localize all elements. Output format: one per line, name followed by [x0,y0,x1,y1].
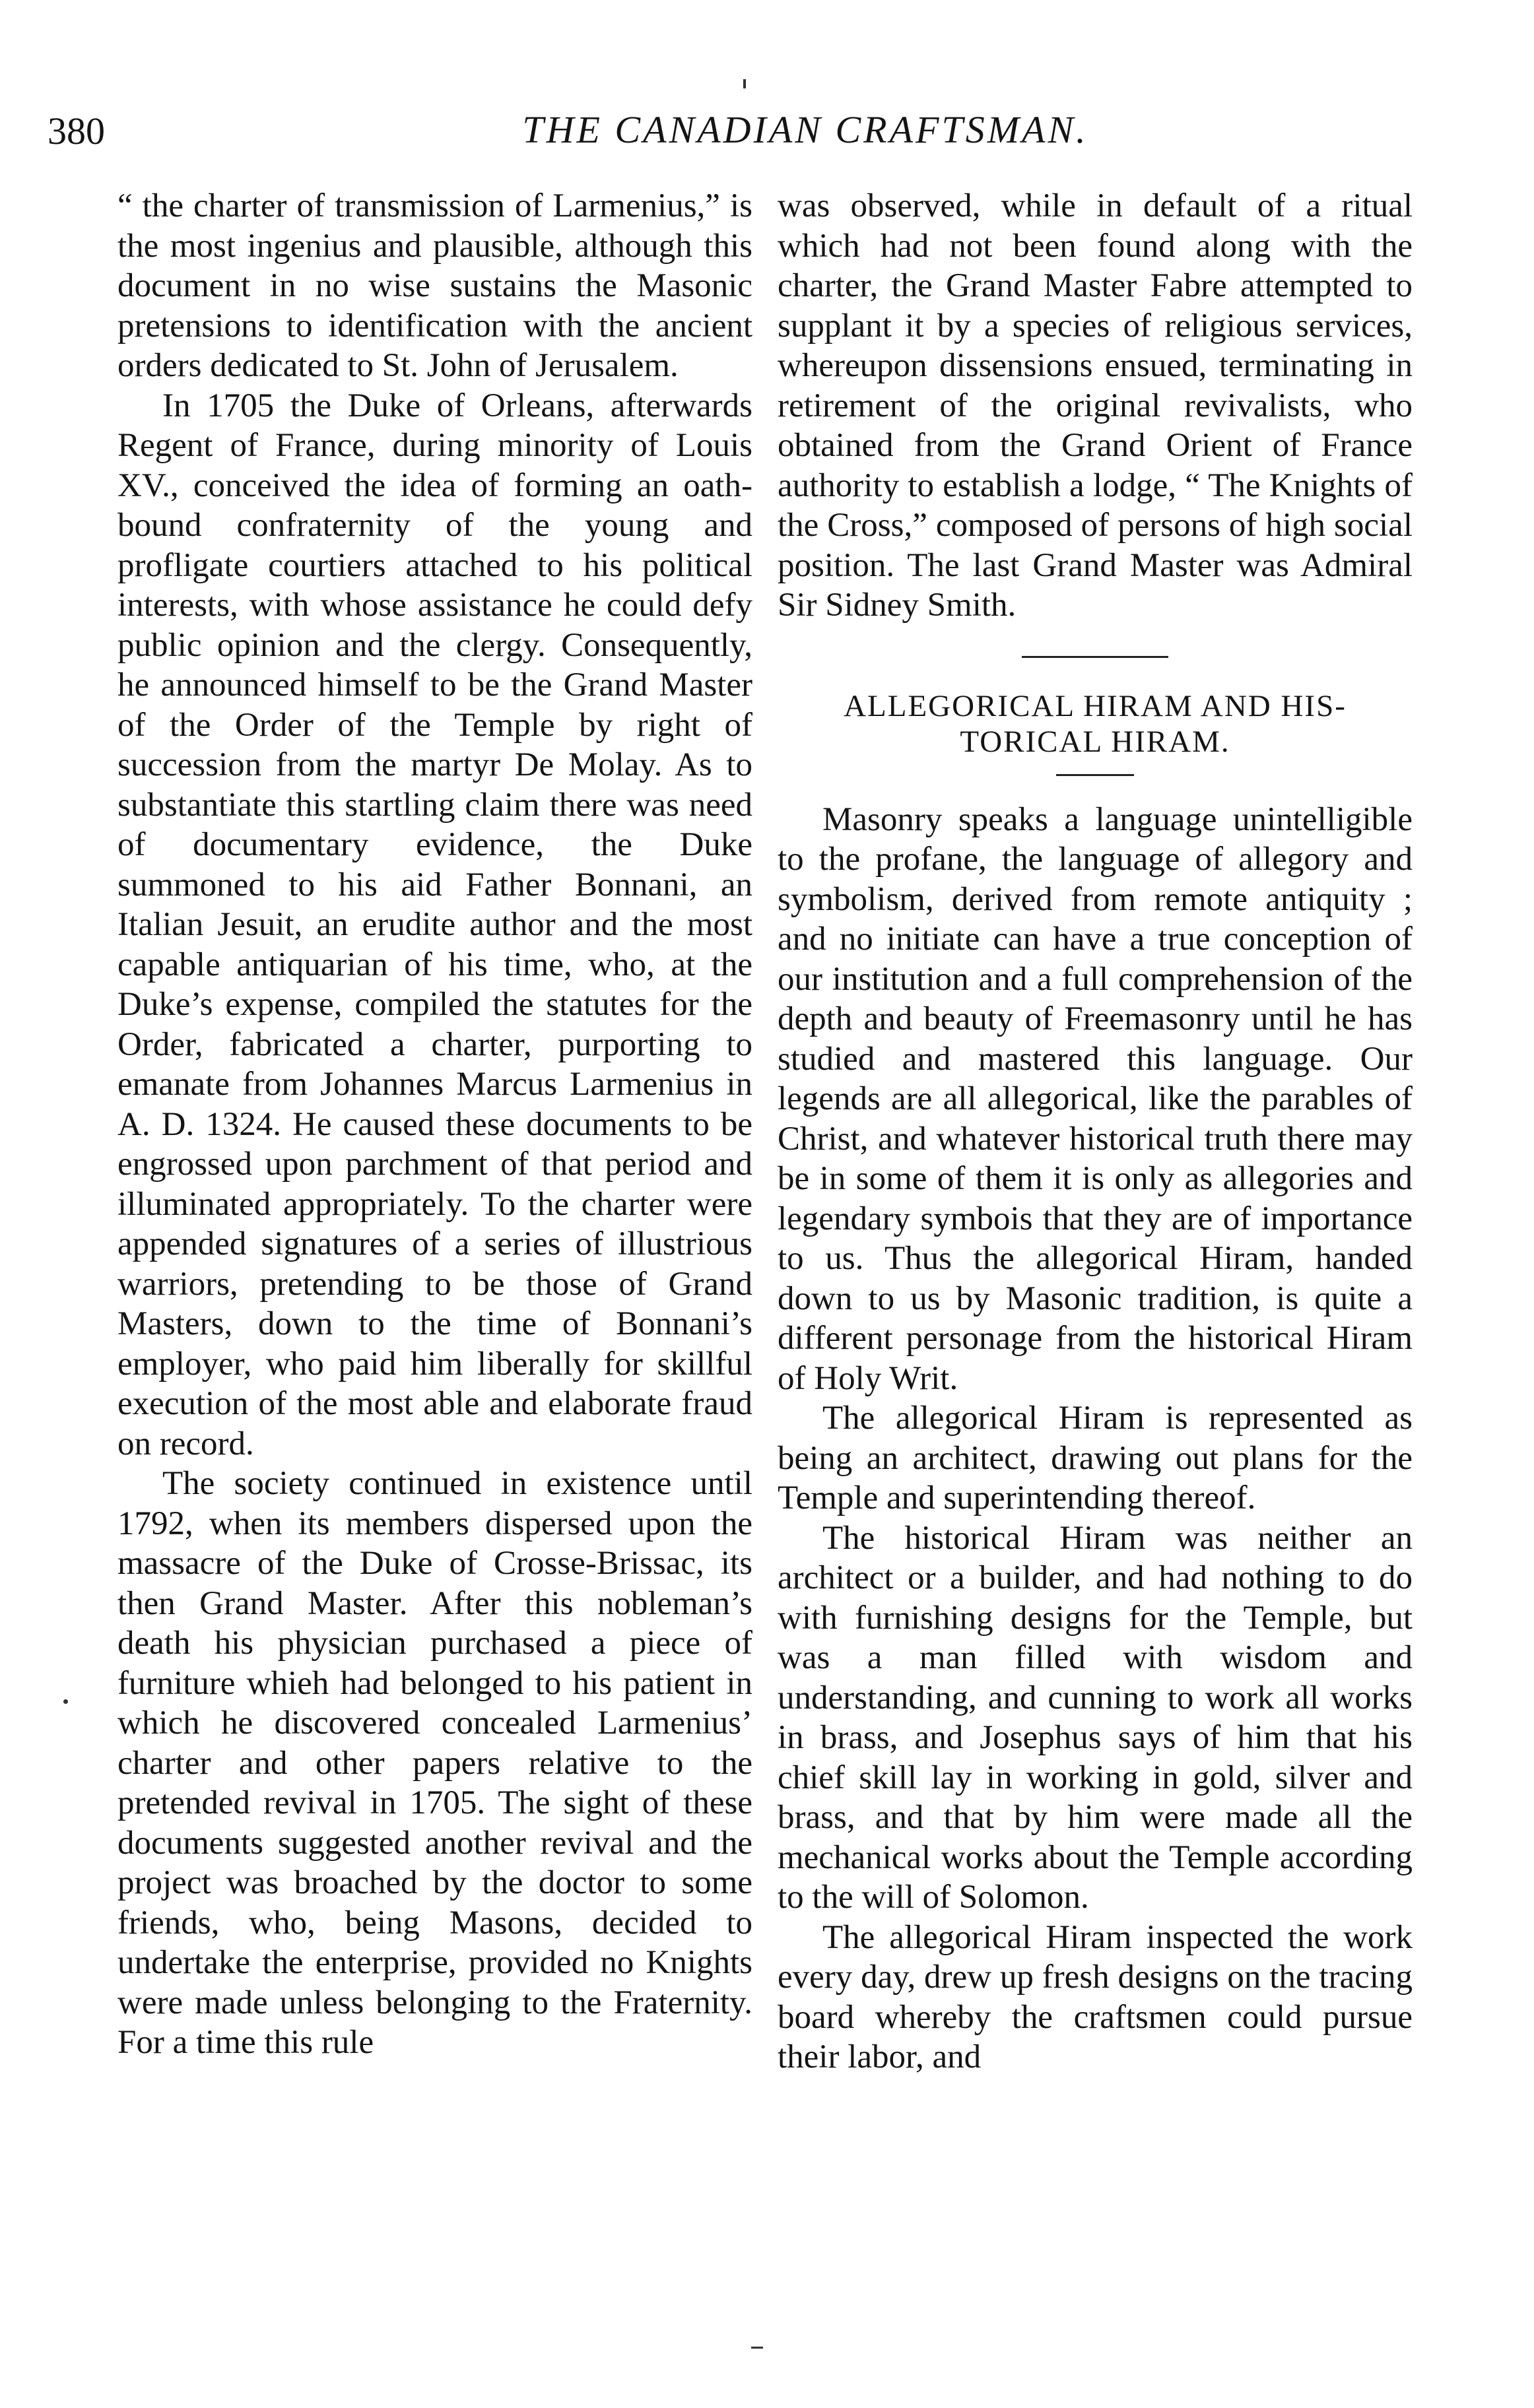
section-heading-line-2: TORICAL HIRAM. [960,724,1230,759]
printer-mark-margin-dot [63,1699,68,1704]
left-column [117,186,752,2063]
heading-underline [1056,774,1134,776]
left-paragraph-2: In 1705 the Duke of Orleans, afterwards Regent of France, during minority of Louis XV., conceived the idea of forming an oath-bound confraternity of the young and profligate courtiers attached to his political interests, with whose assistance he could defy public opinion and the clergy. Consequently, he announced himself to be the Grand Master of the Order of the Temple by right of succession from the martyr De Molay. As to substantiate this startling claim there was need of documentary evidence, the Duke summoned to his aid Father Bonnani, an Italian Jesuit, an erudite author and the most capable antiquarian of his time, who, at the Duke’s expense, compiled the statutes for the Order, fabricated a charter, purporting to emanate from Johannes Marcus Larmenius in A. D. 1324. He caused these documents to be engrossed upon parchment of that period and illuminated appropriately. To the charter were appended signatures of a series of illustrious warriors, pretending to be those of Grand Masters, down to the time of Bonnani’s employer, who paid him liberally for skillful execution of the most able and elaborate fraud on record. [117,387,752,1462]
printer-mark-top [743,79,746,88]
printer-mark-bottom [751,2347,763,2349]
section-divider [1022,656,1168,658]
right-continuation-paragraph: was observed, while in default of a ritual which had not been found along with the charter, the Grand Master Fabre attempted to supplant it by a species of religious services, whereupon dissensions ensued, terminating in retirement of the original revivalists, who obtained from the Grand Orient of France authority to establish a lodge, “ The Knights of the Cross,” composed of persons of high social position. The last Grand Master was Admiral Sir Sidney Smith. [778,187,1413,624]
section-heading [778,688,1413,760]
left-paragraph-3: The society continued in existence until 1792, when its members dispersed upon the massacre of the Duke of Crosse-Brissac, its then Grand Master. After this nobleman’s death his physician purchased a piece of furniture whieh had belonged to his patient in which he discovered concealed Larmenius’ charter and other papers relative to the pretended revival in 1705. The sight of these documents suggested another revival and the project was broached by the doctor to some friends, who, being Masons, decided to undertake the enterprise, provided no Knights were made unless belonging to the Fraternity. For a time this rule [117,1465,752,2061]
right-paragraph-3: The historical Hiram was neither an architect or a builder, and had nothing to do with furnishing designs for the Temple, but was a man filled with wisdom and understanding, and cunning to work all works in brass, and Josephus says of him that his chief skill lay in working in gold, silver and brass, and that by him were made all the mechanical works about the Temple according to the will of Solomon. [778,1519,1413,1916]
right-paragraph-2: The allegorical Hiram is represented as being an architect, drawing out plans for the Temple and superintending thereof. [778,1400,1413,1516]
section-heading-line-1: ALLEGORICAL HIRAM AND HIS- [844,688,1347,723]
running-title: THE CANADIAN CRAFTSMAN. [522,108,1088,151]
page-number: 380 [48,110,105,152]
right-paragraph-4: The allegorical Hiram inspected the work every day, drew up fresh designs on the tracing board whereby the craftsmen could pursue their labor, and [778,1918,1413,2075]
right-paragraph-1: Masonry speaks a language unintelligible to the profane, the language of allegory and symbolism, derived from remote antiquity ; and no initiate can have a true conception of our institution and a full comprehension of the depth and beauty of Freemasonry until he has studied and mastered this language. Our legends are all allegorical, like the parables of Christ, and whatever historical truth there may be in some of them it is only as allegories and legendary symbois that they are of importance to us. Thus the allegorical Hiram, handed down to us by Masonic tradition, is quite a different personage from the historical Hiram of Holy Writ. [778,800,1413,1397]
left-paragraph-1: “ the charter of transmission of Larmenius,” is the most ingenius and plausible, although this document in no wise sustains the Masonic pretensions to identification with the ancient orders dedicated to St. John of Jerusalem. [117,187,752,384]
right-column [778,186,1413,2077]
